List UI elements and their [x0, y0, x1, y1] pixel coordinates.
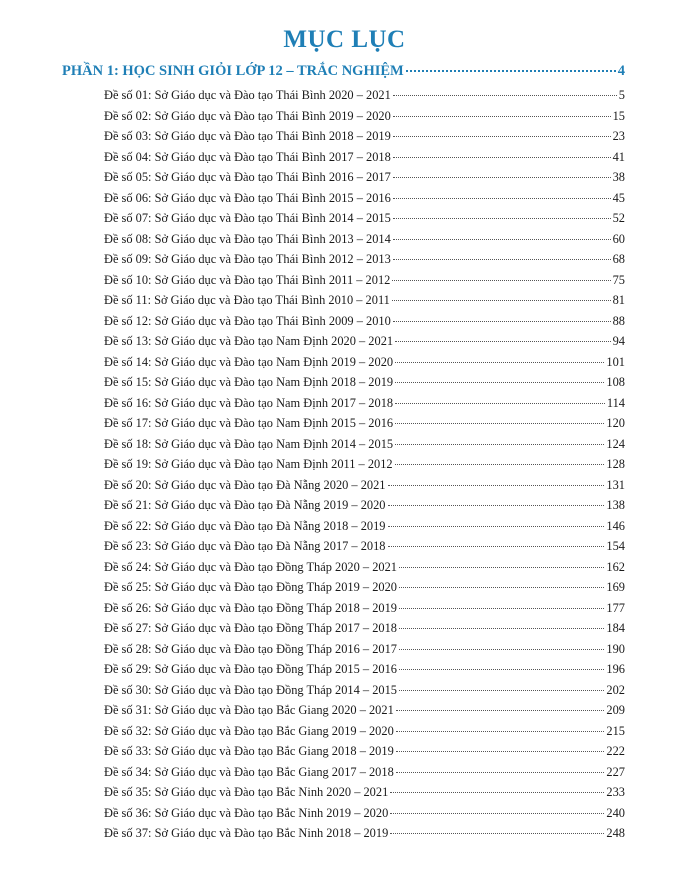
entry-label: Đề số 32: Sở Giáo dục và Đào tạo Bắc Giang 2019 – 2020: [104, 723, 394, 738]
toc-entry[interactable]: [104, 498, 625, 519]
dot-leader: [393, 136, 611, 137]
entry-label: Đề số 05: Sở Giáo dục và Đào tạo Thái Bình 2016 – 2017: [104, 170, 391, 184]
entry-label: Đề số 13: Sở Giáo dục và Đào tạo Nam Định 2020 – 2021: [104, 334, 394, 348]
entry-page-number: 202: [606, 682, 625, 697]
entry-label: Đề số 10: Sở Giáo dục và Đào tạo Thái Bình 2011 – 2012: [104, 272, 391, 287]
dot-leader: [390, 813, 604, 814]
toc-entry[interactable]: [104, 806, 625, 827]
entry-page-number: 5: [618, 88, 625, 102]
dot-leader: [388, 505, 605, 506]
toc-entry[interactable]: [104, 642, 625, 663]
dot-leader: [393, 116, 611, 117]
dot-leader: [395, 362, 604, 363]
entry-label: Đề số 35: Sở Giáo dục và Đào tạo Bắc Ninh 2020 – 2021: [104, 785, 389, 799]
toc-entry[interactable]: [104, 539, 625, 560]
dot-leader: [396, 751, 605, 752]
entry-label: Đề số 03: Sở Giáo dục và Đào tạo Thái Bình 2018 – 2019: [104, 129, 391, 143]
entry-page-number: 81: [612, 293, 625, 307]
entry-label: Đề số 15: Sở Giáo dục và Đào tạo Nam Định 2018 – 2019: [104, 375, 394, 389]
dot-leader: [393, 198, 611, 199]
entry-page-number: 177: [606, 600, 625, 615]
toc-entry[interactable]: [104, 744, 625, 765]
section-label: PHẦN 1: HỌC SINH GIỎI LỚP 12 – TRẮC NGHIỆM: [62, 63, 404, 79]
entry-label: Đề số 26: Sở Giáo dục và Đào tạo Đồng Tháp 2018 – 2019: [104, 600, 397, 615]
entry-label: Đề số 14: Sở Giáo dục và Đào tạo Nam Định 2019 – 2020: [104, 354, 394, 369]
toc-entry[interactable]: [104, 170, 625, 191]
entry-label: Đề số 34: Sở Giáo dục và Đào tạo Bắc Giang 2017 – 2018: [104, 764, 394, 779]
toc-entry[interactable]: [104, 560, 625, 581]
entry-label: Đề số 29: Sở Giáo dục và Đào tạo Đồng Tháp 2015 – 2016: [104, 662, 397, 676]
entry-page-number: 60: [612, 231, 625, 246]
entry-page-number: 215: [606, 723, 625, 738]
toc-entry[interactable]: [104, 252, 625, 273]
dot-leader: [390, 833, 604, 834]
entry-label: Đề số 04: Sở Giáo dục và Đào tạo Thái Bình 2017 – 2018: [104, 149, 391, 164]
toc-entry[interactable]: [104, 416, 625, 437]
entry-label: Đề số 06: Sở Giáo dục và Đào tạo Thái Bình 2015 – 2016: [104, 190, 391, 205]
entry-page-number: 131: [606, 477, 625, 492]
entry-label: Đề số 19: Sở Giáo dục và Đào tạo Nam Định 2011 – 2012: [104, 457, 393, 471]
entry-page-number: 52: [612, 211, 625, 225]
entry-page-number: 88: [612, 313, 625, 328]
entry-page-number: 120: [606, 416, 625, 430]
entry-page-number: 114: [606, 395, 625, 410]
toc-entry[interactable]: [104, 826, 625, 847]
section-page-number: 4: [617, 63, 625, 79]
entry-label: Đề số 09: Sở Giáo dục và Đào tạo Thái Bình 2012 – 2013: [104, 252, 391, 266]
entry-page-number: 162: [606, 559, 625, 574]
entry-page-number: 227: [606, 764, 625, 779]
entry-page-number: 68: [612, 252, 625, 266]
entry-label: Đề số 37: Sở Giáo dục và Đào tạo Bắc Ninh 2018 – 2019: [104, 826, 389, 840]
dot-leader: [393, 95, 617, 96]
entry-label: Đề số 33: Sở Giáo dục và Đào tạo Bắc Giang 2018 – 2019: [104, 744, 394, 758]
dot-leader: [388, 526, 605, 527]
entry-page-number: 38: [612, 170, 625, 184]
toc-entry[interactable]: [104, 580, 625, 601]
toc-entry[interactable]: [104, 724, 625, 745]
entry-label: Đề số 22: Sở Giáo dục và Đào tạo Đà Nẵng 2018 – 2019: [104, 518, 386, 533]
toc-section-heading[interactable]: [62, 63, 625, 83]
entry-page-number: 23: [612, 129, 625, 143]
toc-entry[interactable]: [104, 375, 625, 396]
entry-page-number: 138: [606, 498, 625, 512]
dot-leader: [393, 259, 611, 260]
toc-entry[interactable]: [104, 437, 625, 458]
entry-label: Đề số 36: Sở Giáo dục và Đào tạo Bắc Ninh 2019 – 2020: [104, 805, 389, 820]
toc-entry[interactable]: [104, 88, 625, 109]
entry-page-number: 169: [606, 580, 625, 594]
toc-entry[interactable]: [104, 273, 625, 294]
entry-label: Đề số 23: Sở Giáo dục và Đào tạo Đà Nẵng 2017 – 2018: [104, 539, 386, 553]
entry-label: Đề số 02: Sở Giáo dục và Đào tạo Thái Bình 2019 – 2020: [104, 108, 391, 123]
toc-entry[interactable]: [104, 293, 625, 314]
entry-page-number: 154: [606, 539, 625, 553]
entry-page-number: 41: [612, 149, 625, 164]
entry-page-number: 196: [606, 662, 625, 676]
entry-page-number: 240: [606, 805, 625, 820]
dot-leader: [399, 628, 604, 629]
dot-leader: [395, 403, 605, 404]
toc-entry[interactable]: [104, 355, 625, 376]
toc-entry[interactable]: [104, 457, 625, 478]
dot-leader: [399, 690, 604, 691]
toc-entry[interactable]: [104, 191, 625, 212]
entry-label: Đề số 07: Sở Giáo dục và Đào tạo Thái Bình 2014 – 2015: [104, 211, 391, 225]
entry-page-number: 248: [606, 826, 625, 840]
dot-leader: [392, 280, 610, 281]
toc-entry[interactable]: [104, 662, 625, 683]
entry-page-number: 209: [606, 703, 625, 717]
dot-leader: [395, 423, 604, 424]
toc-entry[interactable]: [104, 601, 625, 622]
toc-entry-list: [104, 88, 625, 847]
toc-entry[interactable]: [104, 129, 625, 150]
entry-label: Đề số 11: Sở Giáo dục và Đào tạo Thái Bình 2010 – 2011: [104, 293, 390, 307]
dot-leader: [393, 177, 611, 178]
entry-page-number: 15: [612, 108, 625, 123]
toc-entry[interactable]: [104, 703, 625, 724]
dot-leader: [396, 772, 605, 773]
page-title: MỤC LỤC: [283, 26, 406, 53]
entry-label: Đề số 18: Sở Giáo dục và Đào tạo Nam Định 2014 – 2015: [104, 436, 394, 451]
dot-leader: [395, 444, 604, 445]
entry-label: Đề số 16: Sở Giáo dục và Đào tạo Nam Định 2017 – 2018: [104, 395, 394, 410]
entry-page-number: 101: [606, 354, 625, 369]
toc-entry[interactable]: [104, 683, 625, 704]
toc-entry[interactable]: [104, 211, 625, 232]
dot-leader: [388, 485, 605, 486]
dot-leader: [393, 218, 611, 219]
dot-leader: [390, 792, 604, 793]
entry-page-number: 94: [612, 334, 625, 348]
entry-label: Đề số 24: Sở Giáo dục và Đào tạo Đồng Tháp 2020 – 2021: [104, 559, 397, 574]
entry-label: Đề số 25: Sở Giáo dục và Đào tạo Đồng Tháp 2019 – 2020: [104, 580, 397, 594]
toc-entry[interactable]: [104, 314, 625, 335]
toc-entry[interactable]: [104, 765, 625, 786]
entry-label: Đề số 21: Sở Giáo dục và Đào tạo Đà Nẵng 2019 – 2020: [104, 498, 386, 512]
entry-page-number: 108: [606, 375, 625, 389]
dot-leader: [395, 341, 611, 342]
dot-leader: [399, 587, 604, 588]
entry-page-number: 190: [606, 641, 625, 656]
toc-entry[interactable]: [104, 519, 625, 540]
toc-entry[interactable]: [104, 232, 625, 253]
entry-label: Đề số 12: Sở Giáo dục và Đào tạo Thái Bình 2009 – 2010: [104, 313, 391, 328]
entry-page-number: 184: [606, 621, 625, 635]
dot-leader: [393, 157, 611, 158]
entry-page-number: 45: [612, 190, 625, 205]
toc-entry[interactable]: [104, 396, 625, 417]
dot-leader: [399, 567, 604, 568]
entry-page-number: 222: [606, 744, 625, 758]
entry-label: Đề số 20: Sở Giáo dục và Đào tạo Đà Nẵng 2020 – 2021: [104, 477, 386, 492]
toc-entry[interactable]: [104, 478, 625, 499]
entry-page-number: 75: [612, 272, 625, 287]
dot-leader: [388, 546, 605, 547]
dot-leader: [392, 300, 611, 301]
dot-leader: [406, 70, 616, 72]
toc-entry[interactable]: [104, 621, 625, 642]
entry-label: Đề số 27: Sở Giáo dục và Đào tạo Đồng Tháp 2017 – 2018: [104, 621, 397, 635]
toc-entry[interactable]: [104, 150, 625, 171]
entry-label: Đề số 01: Sở Giáo dục và Đào tạo Thái Bình 2020 – 2021: [104, 88, 391, 102]
dot-leader: [395, 464, 605, 465]
entry-label: Đề số 31: Sở Giáo dục và Đào tạo Bắc Giang 2020 – 2021: [104, 703, 394, 717]
dot-leader: [396, 710, 605, 711]
dot-leader: [395, 382, 604, 383]
dot-leader: [393, 239, 611, 240]
entry-page-number: 146: [606, 518, 625, 533]
entry-label: Đề số 08: Sở Giáo dục và Đào tạo Thái Bình 2013 – 2014: [104, 231, 391, 246]
entry-page-number: 124: [606, 436, 625, 451]
entry-label: Đề số 17: Sở Giáo dục và Đào tạo Nam Định 2015 – 2016: [104, 416, 394, 430]
dot-leader: [393, 321, 611, 322]
toc-entry[interactable]: [104, 109, 625, 130]
entry-label: Đề số 30: Sở Giáo dục và Đào tạo Đồng Tháp 2014 – 2015: [104, 682, 397, 697]
dot-leader: [396, 731, 605, 732]
dot-leader: [399, 649, 604, 650]
entry-page-number: 128: [606, 457, 625, 471]
toc-entry[interactable]: [104, 334, 625, 355]
entry-page-number: 233: [606, 785, 625, 799]
dot-leader: [399, 608, 604, 609]
dot-leader: [399, 669, 604, 670]
entry-label: Đề số 28: Sở Giáo dục và Đào tạo Đồng Tháp 2016 – 2017: [104, 641, 397, 656]
toc-entry[interactable]: [104, 785, 625, 806]
